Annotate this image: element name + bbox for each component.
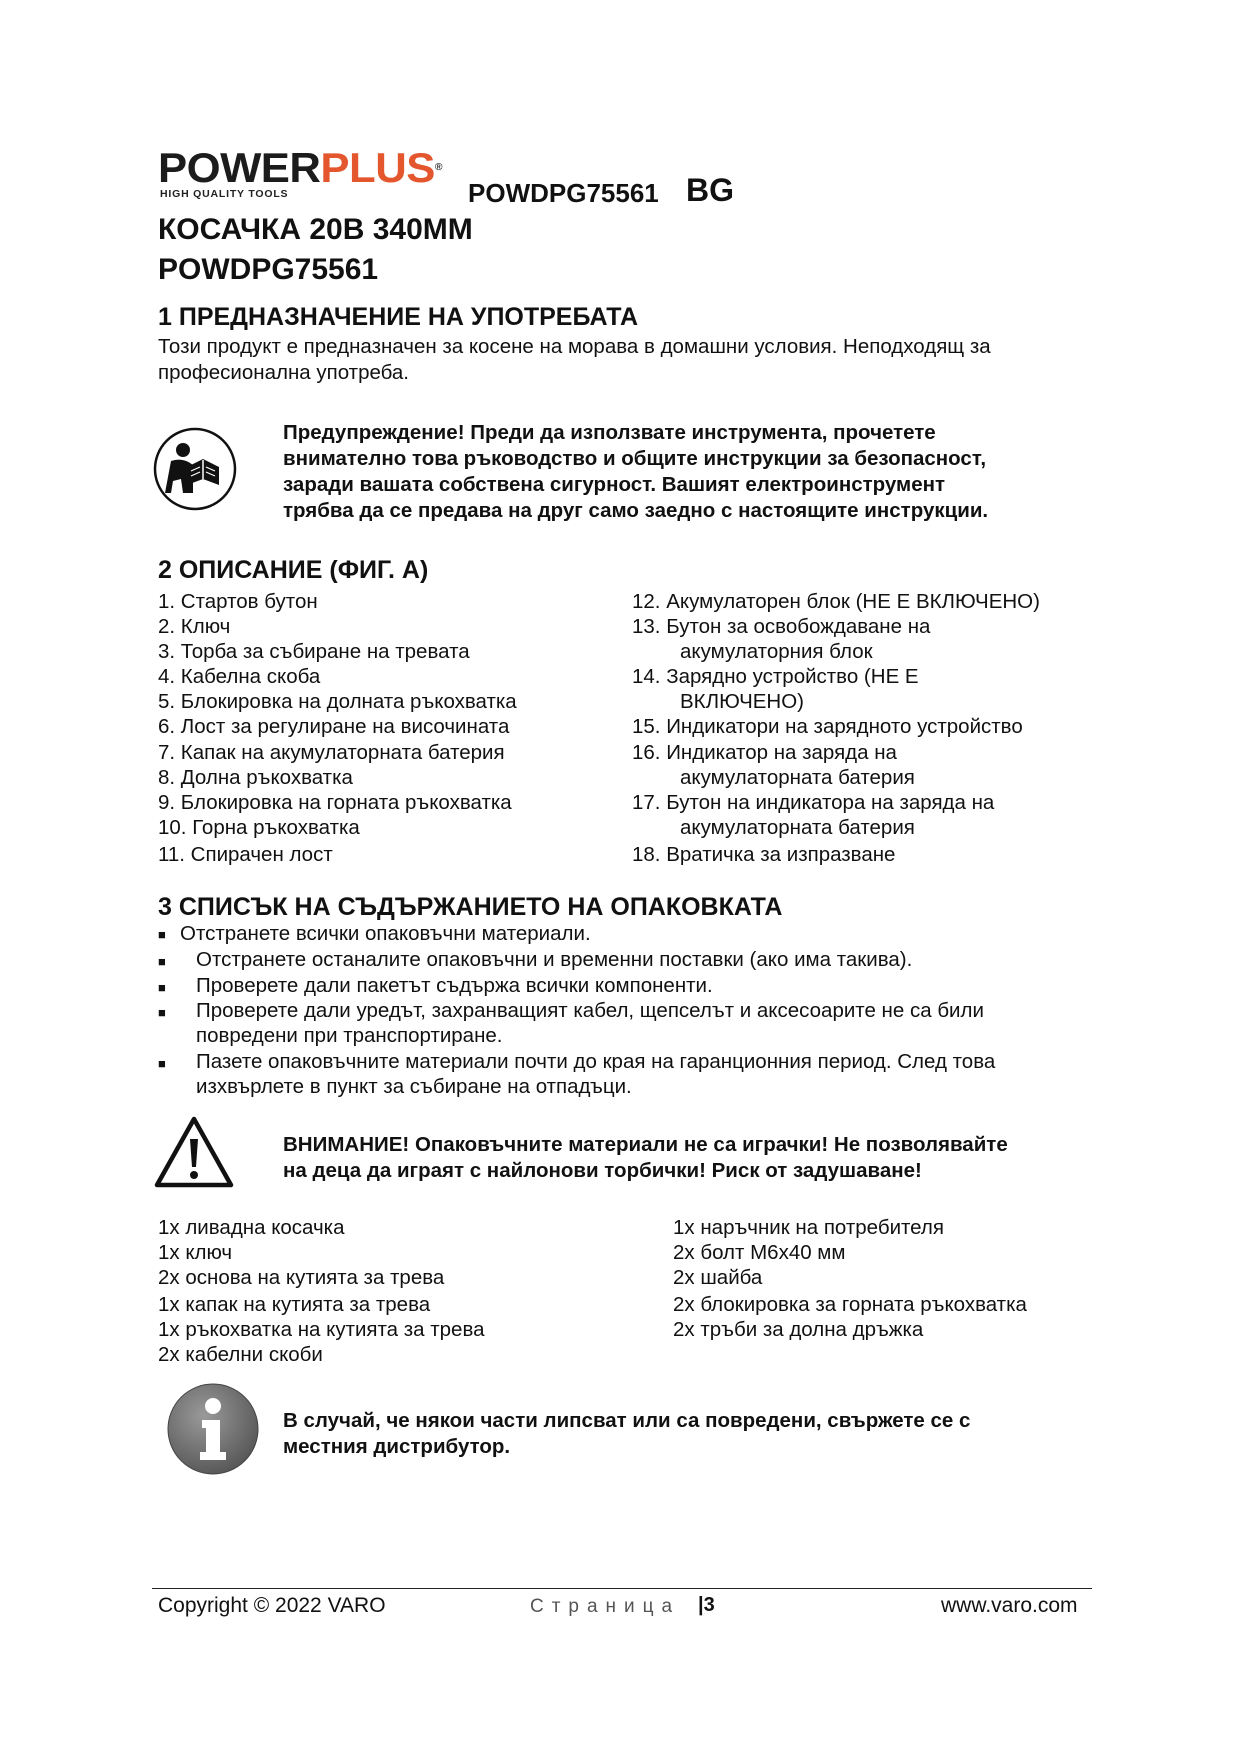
package-item: 1x ръкохватка на кутията за трева: [158, 1318, 485, 1341]
list-item: 3. Торба за събиране на тревата: [158, 640, 470, 663]
page-subtitle-model: POWDPG75561: [158, 253, 379, 286]
warning-triangle-icon: [153, 1115, 235, 1189]
footer-page-label: Страница: [530, 1596, 681, 1617]
list-item: 2. Ключ: [158, 615, 231, 638]
info-icon: [166, 1382, 260, 1476]
bullet-text: Отстранете всички опаковъчни материали.: [180, 922, 591, 945]
list-item: 1. Стартов бутон: [158, 590, 318, 613]
list-item: 4. Кабелна скоба: [158, 665, 321, 688]
list-item: 13. Бутон за освобождаване на: [632, 615, 931, 638]
brand-logo: [158, 146, 442, 190]
bullet-marker: ■: [158, 980, 166, 995]
caution-line1: ВНИМАНИЕ! Опаковъчните материали не са играчки! Не позволявайте: [283, 1133, 1008, 1156]
bullet-text: Проверете дали пакетът съдържа всички компоненти.: [196, 974, 713, 997]
list-item: 11. Спирачен лост: [158, 843, 333, 866]
list-item-continuation: ВКЛЮЧЕНО): [680, 690, 805, 713]
brand-logo-part1: POWER: [158, 144, 321, 191]
package-item: 2x кабелни скоби: [158, 1343, 323, 1366]
list-item: 15. Индикатори на зарядното устройство: [632, 715, 1023, 738]
list-item: 10. Горна ръкохватка: [158, 816, 360, 839]
list-item: 5. Блокировка на долната ръкохватка: [158, 690, 517, 713]
list-item-continuation: акумулаторната батерия: [680, 766, 915, 789]
list-item: 16. Индикатор на заряда на: [632, 741, 897, 764]
bullet-marker: ■: [158, 954, 166, 969]
bullet-text: Отстранете останалите опаковъчни и временни поставки (ако има такива).: [196, 948, 913, 971]
footer-copyright: Copyright © 2022 VARO: [158, 1594, 386, 1617]
bullet-text: Проверете дали уредът, захранващият кабел, щепселът и аксесоарите не са били: [196, 999, 984, 1022]
bullet-marker: ■: [158, 1005, 166, 1020]
manual-warning-line1: Предупреждение! Преди да използвате инструмента, прочетете: [283, 421, 936, 444]
info-note-line1: В случай, че някои части липсват или са повредени, свържете се с: [283, 1409, 971, 1432]
brand-logo-part2: PLUS: [320, 144, 435, 191]
manual-warning-line3: заради вашата собствена сигурност. Вашият електроинструмент: [283, 473, 946, 496]
package-item: 2x болт М6х40 мм: [673, 1241, 846, 1264]
manual-warning-line2: внимателно това ръководство и общите инструкции за безопасност,: [283, 447, 987, 470]
section1-text-line2: професионална употреба.: [158, 361, 410, 384]
package-item: 1x ливадна косачка: [158, 1216, 345, 1239]
list-item-continuation: акумулаторната батерия: [680, 816, 915, 839]
bullet-text-continuation: повредени при транспортиране.: [196, 1024, 503, 1047]
list-item: 8. Долна ръкохватка: [158, 766, 353, 789]
bullet-marker: ■: [158, 927, 166, 942]
list-item: 9. Блокировка на горната ръкохватка: [158, 791, 512, 814]
registered-mark: ®: [434, 162, 442, 173]
manual-warning-line4: трябва да се предава на друг само заедно с настоящите инструкции.: [283, 499, 989, 522]
bullet-text: Пазете опаковъчните материали почти до края на гаранционния период. След това: [196, 1050, 996, 1073]
page-title: КОСАЧКА 20В 340ММ: [158, 213, 473, 246]
package-item: 1x капак на кутията за трева: [158, 1293, 431, 1316]
footer-page-number: [698, 1594, 715, 1617]
footer-page-separator: |: [698, 1594, 704, 1616]
header-model: POWDPG75561: [468, 178, 659, 208]
header-language: BG: [686, 172, 734, 208]
bullet-marker: ■: [158, 1056, 166, 1071]
package-item: 1x ключ: [158, 1241, 233, 1264]
info-note-line2: местния дистрибутор.: [283, 1435, 511, 1458]
read-manual-icon: [153, 427, 237, 511]
list-item: 7. Капак на акумулаторната батерия: [158, 741, 505, 764]
footer-page-value: 3: [703, 1594, 715, 1616]
footer-divider: [152, 1588, 1092, 1589]
list-item: 12. Акумулаторен блок (НЕ Е ВКЛЮЧЕНО): [632, 590, 1040, 613]
package-item: 1x наръчник на потребителя: [673, 1216, 944, 1239]
section3-heading: 3 СПИСЪК НА СЪДЪРЖАНИЕТО НА ОПАКОВКАТА: [158, 893, 783, 921]
list-item: 18. Вратичка за изпразване: [632, 843, 896, 866]
package-item: 2x основа на кутията за трева: [158, 1266, 445, 1289]
list-item: 17. Бутон на индикатора на заряда на: [632, 791, 995, 814]
package-item: 2x тръби за долна дръжка: [673, 1318, 924, 1341]
footer-website-link[interactable]: www.varo.com: [941, 1594, 1078, 1617]
brand-tagline: HIGH QUALITY TOOLS: [160, 188, 289, 200]
list-item-continuation: акумулаторния блок: [680, 640, 873, 663]
package-item: 2x блокировка за горната ръкохватка: [673, 1293, 1027, 1316]
section1-heading: 1 ПРЕДНАЗНАЧЕНИЕ НА УПОТРЕБАТА: [158, 303, 639, 331]
bullet-text-continuation: изхвърлете в пункт за събиране на отпадъци.: [196, 1075, 632, 1098]
list-item: 14. Зарядно устройство (НЕ Е: [632, 665, 919, 688]
list-item: 6. Лост за регулиране на височината: [158, 715, 510, 738]
caution-line2: на деца да играят с найлонови торбички! Риск от задушаване!: [283, 1159, 922, 1182]
section2-heading: 2 ОПИСАНИЕ (ФИГ. A): [158, 556, 429, 584]
package-item: 2x шайба: [673, 1266, 763, 1289]
section1-text-line1: Този продукт е предназначен за косене на морава в домашни условия. Неподходящ за: [158, 335, 991, 358]
